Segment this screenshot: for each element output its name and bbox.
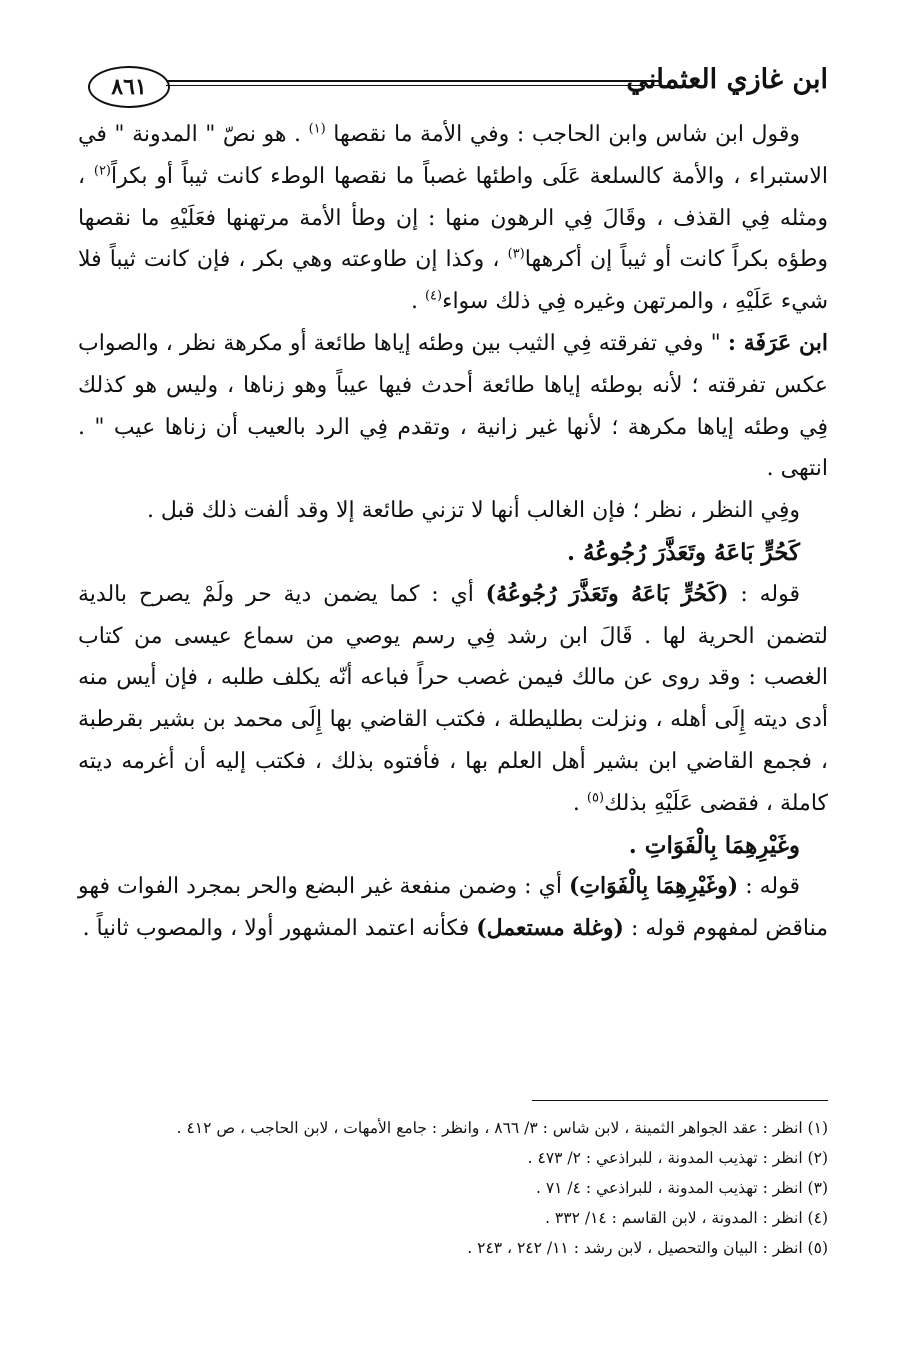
- matn-heading-1: كَحُرٍّ بَاعَهُ وتَعَذَّرَ رُجُوعُهُ .: [566, 538, 800, 566]
- paragraph-text: أي : كما يضمن دية حر ولَمْ يصرح بالدية لتضمن الحرية لها . قَالَ ابن رشد فِي رسم يوصي من سماع عيسى من كتاب الغصب : وقد روى عن مالك فيمن غصب حراً فباعه أنّه يكلف طلبه ، فإن أيس منه أدى ديته إِلَى أهله ، ونزلت بطليطلة ، فكتب القاضي بها إِلَى محمد بن بشير بقرطبة ، فجمع القاضي ابن بشير أهل العلم بها ، فأفتوه بذلك ، فكتب إليه أن أغرمه ديته كاملة ، فقضى عَلَيْهِ بذلك: [78, 581, 828, 816]
- paragraph-text: أي : وضمن منفعة غير البضع والحر بمجرد الفوات فهو مناقض لمفهوم قوله :: [78, 874, 828, 942]
- paragraph-text: .: [410, 289, 425, 315]
- footnote-ref-4: (٤): [424, 288, 443, 304]
- footnote-rule: [532, 1100, 828, 1101]
- matn-heading-2: وغَيْرِهِمَا بِالْفَوَاتِ .: [628, 831, 800, 859]
- body-text: [78, 114, 828, 950]
- paragraph-text: قوله :: [728, 581, 800, 607]
- page-header: [78, 62, 828, 122]
- footnote-ref-3: (٣): [507, 247, 525, 263]
- paragraph-commentary-1: [78, 574, 828, 825]
- matn-quote: (كَحُرٍّ بَاعَهُ وتَعَذَّرَ رُجُوعُهُ): [485, 580, 729, 607]
- paragraph-commentary-2: [78, 866, 828, 950]
- footnote-4: (٤) انظر : المدونة ، لابن القاسم : ١٤/ ٣٣٢ .: [545, 1209, 828, 1227]
- footnote-3: (٣) انظر : تهذيب المدونة ، للبراذعي : ٤/ ٧١ .: [535, 1179, 828, 1197]
- running-title: ابن غازي العثماني: [626, 64, 828, 95]
- footnote-ref-2: (٢): [93, 163, 111, 179]
- paragraph-text: " وفي تفرقته فِي الثيب بين وطئه إياها طائعة أو مكرهة نظر ، والصواب عكس تفرقته ؛ لأنه بوطئه إياها طائعة أحدث فيها عيباً وهو زناها ، وليس هو كذلك فِي وطئه إياها مكرهة ؛ لأنها غير زانية ، وتقدم فِي الرد بالعيب أن زناها عيب " . انتهى .: [78, 330, 828, 482]
- paragraph-text: . هو نصّ " المدونة " في الاستبراء ، والأمة كالسلعة عَلَى واطئها غصباً ما نقصها الوطء كانت ثيباً أو بكراً: [78, 122, 828, 189]
- page-number-oval: [88, 66, 170, 108]
- paragraph-text: وفِي النظر ، نظر ؛ فإن الغالب أنها لا تزني طائعة إلا وقد ألفت ذلك قبل .: [146, 498, 800, 524]
- page-number: ٨٦١: [111, 74, 147, 100]
- footnote-ref-1: (١): [308, 121, 326, 137]
- paragraph-text: قوله :: [738, 874, 800, 900]
- paragraph-1: [78, 114, 828, 323]
- paragraph-nazar: [78, 490, 828, 532]
- footnote-2: (٢) انظر : تهذيب المدونة ، للبراذعي : ٢/ ٤٧٣ .: [527, 1149, 828, 1167]
- footnote-1: (١) انظر : عقد الجواهر الثمينة ، لابن شاس : ٣/ ٨٦٦ ، وانظر : جامع الأمهات ، لابن الحاجب ، ص ٤١٢ .: [176, 1119, 828, 1137]
- footnote-5: (٥) انظر : البيان والتحصيل ، لابن رشد : ١١/ ٢٤٢ ، ٢٤٣ .: [467, 1239, 828, 1257]
- footnotes: [68, 1113, 828, 1263]
- paragraph-text: وقول ابن شاس وابن الحاجب : وفي الأمة ما نقصها: [325, 122, 800, 147]
- paragraph-text: ، وكذا إن طاوعته وهي بكر ، فإن كانت ثيباً فلا شيء عَلَيْهِ ، والمرتهن وغيره فِي ذلك سواء: [78, 247, 828, 315]
- matn-quote: (وغلة مستعمل): [476, 915, 624, 942]
- paragraph-text: ، ومثله فِي القذف ، وقَالَ فِي الرهون منها : إن وطأ الأمة مرتهنها فعَلَيْهِ ما نقصها وطؤه بكراً كانت أو ثيباً إن أكرهها: [78, 163, 828, 273]
- speaker-label: ابن عَرَفَة :: [727, 329, 828, 356]
- paragraph-text: .: [572, 790, 587, 816]
- paragraph-text: فكأنه اعتمد المشهور أولا ، والمصوب ثانياً .: [82, 916, 477, 942]
- matn-quote: (وغَيْرِهِمَا بِالْفَوَاتِ): [568, 873, 739, 900]
- header-rule: [166, 80, 660, 86]
- footnote-ref-5: (٥): [586, 790, 605, 806]
- paragraph-ibn-arafa: [78, 323, 828, 490]
